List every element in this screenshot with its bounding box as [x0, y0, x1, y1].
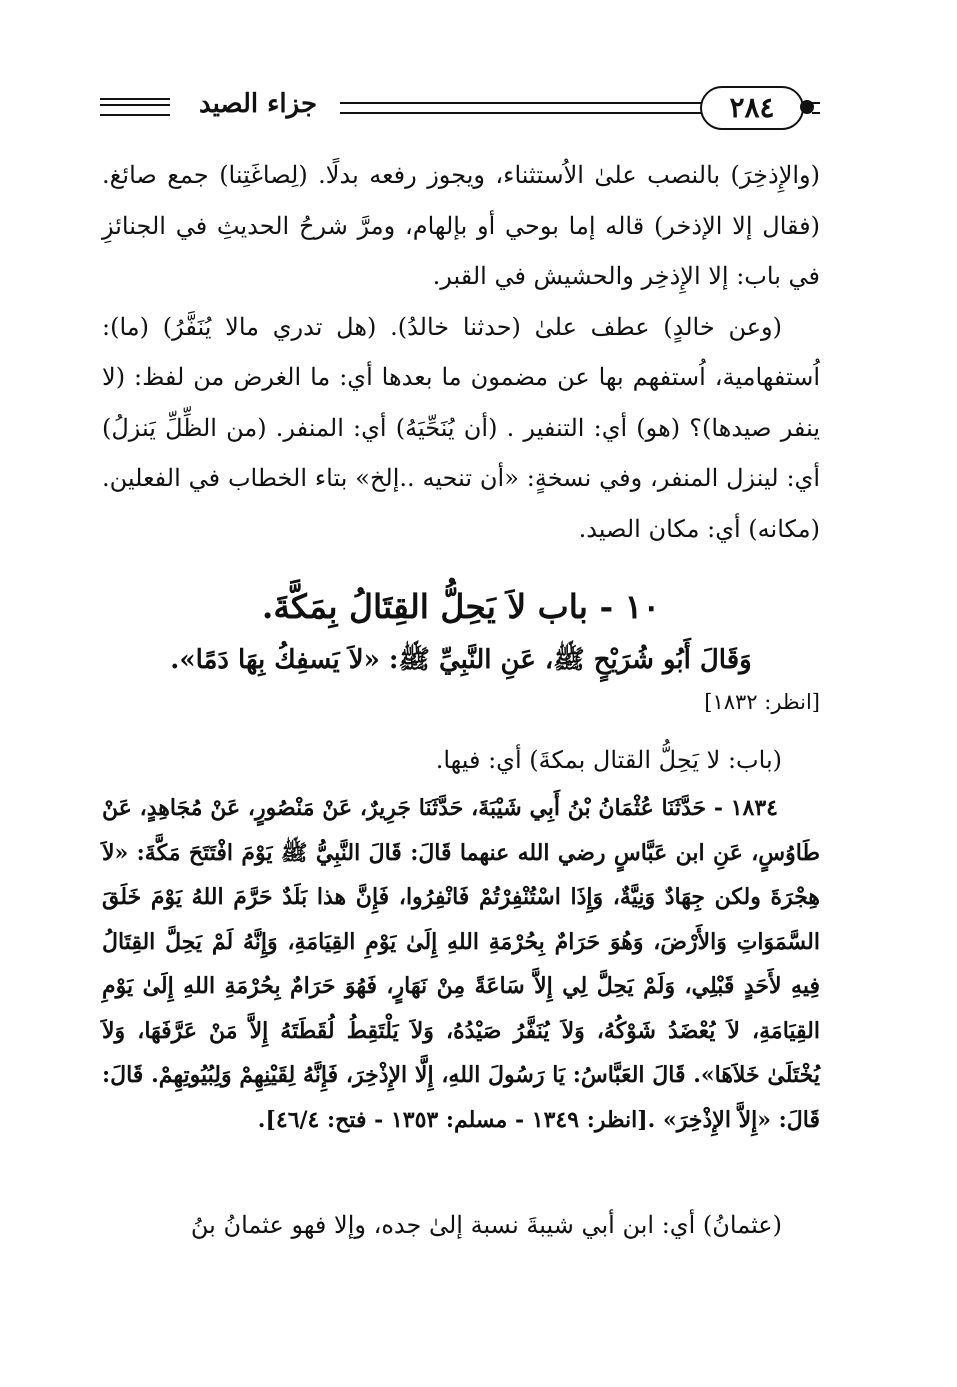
cross-reference: [انظر: ١٨٣٢] [704, 690, 820, 714]
page-number: ٢٨٤ [700, 86, 804, 130]
commentary-block [102, 150, 820, 554]
header-end-rule [812, 102, 820, 114]
header-ornament-rule [100, 98, 170, 116]
header-divider-rule [340, 102, 710, 114]
chapter-gloss: (باب: لا يَحِلُّ القتال بمكةَ) أي: فيها. [435, 746, 782, 774]
hadith-gloss: (عثمانُ) أي: ابن أبي شيبةَ نسبة إلىٰ جده، وإلا فهو عثمانُ بنُ [190, 1211, 782, 1239]
chapter-tradition: وَقَالَ أَبُو شُرَيْحٍ ﷺ، عَنِ النَّبِيِّ ﷺ: «لاَ يَسفِكُ بِهَا دَمًا». [170, 645, 752, 675]
running-header [100, 84, 820, 136]
hadith-text [102, 786, 820, 1142]
chapter-heading: ١٠ - باب لاَ يَحِلُّ القِتَالُ بِمَكَّةَ. [261, 587, 661, 626]
commentary-paragraph: (وعن خالدٍ) عطف علىٰ (حدثنا خالدُ). (هل تدري مالا يُنَفَّرُ) (ما): اُستفهامية، اُستفهم بها عن مضمون ما بعدها أي: ما الغرض من لفظ: (لا ينفر صيدها)؟ (هو) أي: التنفير . (أن يُنَحِّيَهُ) أي: المنفر. (من الظِّلِّ يَنزلُ) أي: لينزل المنفر، وفي نسخةٍ: «أن تنحيه ..إلخ» بتاء الخطاب في الفعلين. (مكانه) أي: مكان الصيد. [102, 312, 820, 543]
commentary-paragraph: (والإِذخِرَ) بالنصب علىٰ الاُستثناء، ويجوز رفعه بدلًا. (لِصاغَتِنا) جمع صائغ. (فقال إلا الإذخر) قاله إما بوحي أو بإلهام، ومرَّ شرحُ الحديثِ في الجنائزِ في باب: إلا الإِذخِر والحشيش في القبر. [102, 161, 820, 290]
hadith-paragraph: ١٨٣٤ - حَدَّثَنَا عُثْمَانُ بْنُ أَبِي شَيْبَةَ، حَدَّثَنَا جَرِيرٌ، عَنْ مَنْصُورٍ، عَنْ مُجَاهِدٍ، عَنْ طَاوُسٍ، عَنِ ابن عَبَّاسٍ رضي الله عنهما قَالَ: قَالَ النَّبِيُّ ﷺ يَوْمَ افْتَتَحَ مَكَّةَ: «لاَ هِجْرَةَ ولكن جِهَادٌ وَنِيَّةٌ، وَإِذَا اسْتُنْفِرْتُمْ فَانْفِرُوا، فَإِنَّ هذا بَلَدٌ حَرَّمَ اللهُ يَوْمَ خَلَقَ السَّمَوَاتِ وَالأَرْضَ، وَهُوَ حَرَامٌ بِحُرْمَةِ اللهِ إِلَىٰ يَوْمِ القِيَامَةِ، وَإِنَّهُ لَمْ يَحِلَّ القِتَالُ فِيهِ لأَحَدٍ قَبْلِي، وَلَمْ يَحِلَّ لِي إِلاَّ سَاعَةً مِنْ نَهَارٍ، فَهُوَ حَرَامٌ بِحُرْمَةِ اللهِ إِلَىٰ يَوْمِ القِيَامَةِ، لاَ يُعْضَدُ شَوْكُهُ، وَلاَ يُنَفَّرُ صَيْدُهُ، وَلاَ يَلْتَقِطُ لُقَطَتَهُ إِلاَّ مَنْ عَرَّفَهَا، وَلاَ يُخْتَلَىٰ خَلاَهَا». قَالَ العَبَّاسُ: يَا رَسُولَ اللهِ، إِلَّا الإِذْخِرَ، فَإِنَّهُ لِقَيْنِهِمْ وَلِبُيُوتِهِمْ. قَالَ: قَالَ: «إِلاَّ الإِذْخِرَ» .[انظر: ١٣٤٩ - مسلم: ١٣٥٣ - فتح: ٤٦/٤]. [102, 795, 820, 1133]
running-title: جزاء الصيد [198, 89, 318, 119]
